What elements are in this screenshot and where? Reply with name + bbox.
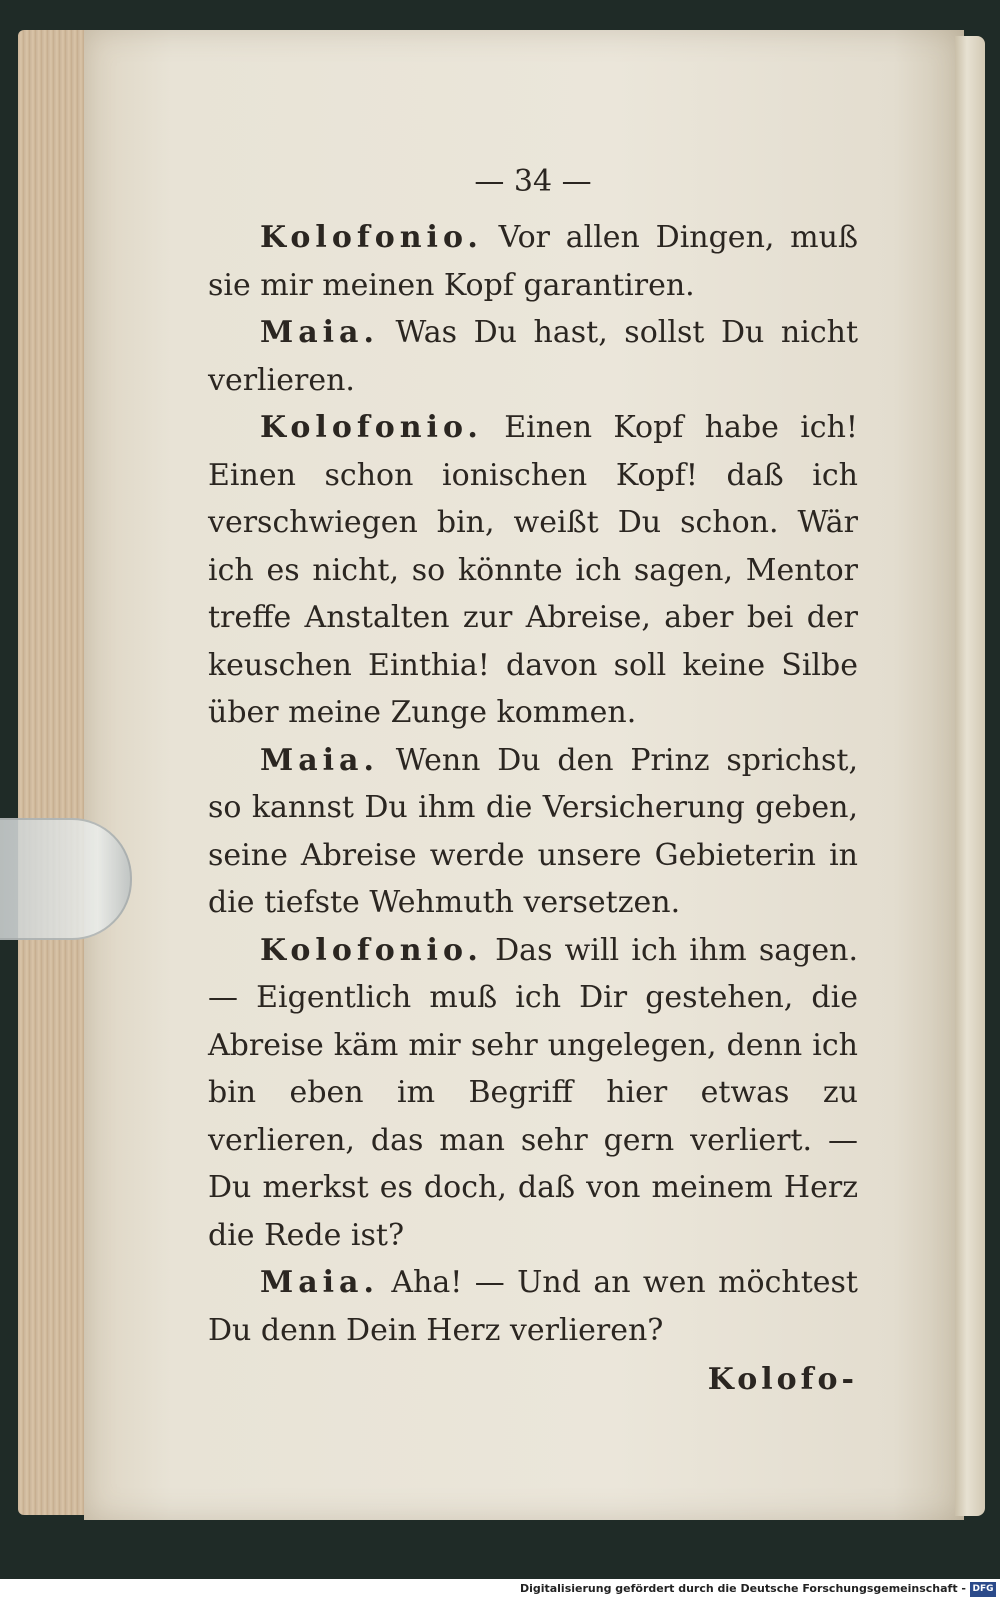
dfg-logo: DFG [970, 1582, 996, 1597]
dialogue-text: Das will ich ihm sagen. — Eigentlich muß ich Dir gestehen, die Abreise käm mir sehr ungelegen, denn ich bin eben im Begriff hier etwas zu verlieren, das man sehr gern verliert. — Du merkst es doch, daß von meinem Herz die Rede ist? [208, 932, 858, 1253]
catchword: Kolofo- [707, 1362, 858, 1397]
dialogue-paragraph [208, 309, 858, 404]
footer-credit: Digitalisierung gefördert durch die Deutsche Forschungsgemeinschaft - [519, 1582, 966, 1595]
dialogue-text: Was Du hast, sollst Du nicht verlieren. [208, 315, 858, 398]
speaker-name: Kolofonio. [260, 220, 483, 255]
speaker-name: Kolofonio. [260, 932, 483, 968]
page-clip [0, 818, 132, 940]
dialogue-text: Aha! — Und an wen möchtest Du denn Dein Herz verlieren? [208, 1265, 858, 1348]
page-number: — 34 — [474, 164, 592, 199]
dialogue-text: Vor allen Dingen, muß sie mir meinen Kopf garantiren. [208, 220, 858, 303]
dialogue-paragraph [208, 214, 858, 309]
page-right-edge [955, 36, 985, 1516]
speaker-name: Maia. [260, 315, 379, 350]
page-text [208, 150, 858, 1354]
dialogue-paragraph [208, 737, 858, 927]
speaker-name: Maia. [260, 1265, 379, 1300]
digitization-footer [0, 1579, 1000, 1601]
dialogue-paragraph [208, 1259, 858, 1354]
speaker-name: Kolofonio. [260, 410, 483, 445]
dialogue-paragraph [208, 404, 858, 737]
dialogue-text: Wenn Du den Prinz sprichst, so kannst Du ihm die Versicherung geben, seine Abreise werde unsere Gebieterin in die tiefste Wehmuth versetzen. [208, 742, 858, 920]
speaker-name: Maia. [260, 742, 379, 778]
dialogue-paragraph [208, 927, 858, 1260]
dialogue-text: Einen Kopf habe ich! Einen schon ionischen Kopf! daß ich verschwiegen bin, weißt Du schon. Wär ich es nicht, so könnte ich sagen, Mentor treffe Anstalten zur Abreise, aber bei der keuschen Einthia! davon soll keine Silbe über meine Zunge kommen. [208, 410, 858, 730]
